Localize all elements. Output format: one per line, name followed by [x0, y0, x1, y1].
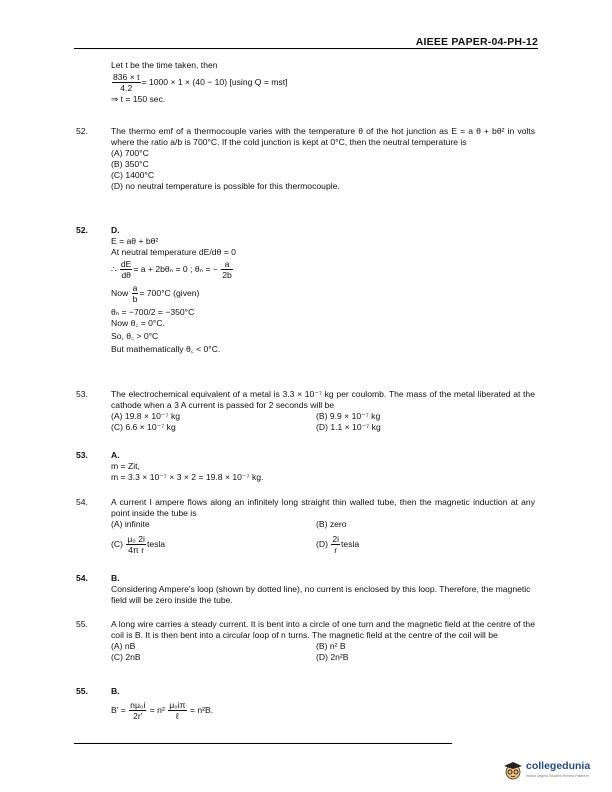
fraction: $\frac{2i}{r}$: [332, 534, 340, 555]
answer-number: 55.: [76, 686, 88, 696]
fraction: $\frac{\text{μ₀iπ}}{\text{ℓ}}$: [169, 700, 186, 721]
question-text: The electrochemical equivalent of a metal is 3.3 × 10⁻⁷ kg per coulomb. The mass of the metal liberated at the cathode when a 3 A current is passed for 2 seconds will be: [111, 389, 535, 410]
answer-key: D.: [111, 225, 120, 235]
answer-55: [111, 686, 213, 721]
answer-line: But mathematically θ꜀ < 0°C.: [111, 344, 221, 354]
answer-key: B.: [111, 686, 120, 696]
answer-54: [111, 573, 535, 606]
answer-number: 52.: [76, 225, 88, 235]
answer-equation: Now $\frac{a}{b}$ = 700°C (given): [111, 283, 200, 304]
solution-continuation: [111, 60, 287, 105]
answer-number: 53.: [76, 450, 88, 460]
answer-line: m = 3.3 × 10⁻⁷ × 3 × 2 = 19.8 × 10⁻⁷ kg.: [111, 472, 264, 482]
answer-number: 54.: [76, 573, 88, 583]
fraction: $\frac{dE}{d\theta}$: [120, 259, 132, 280]
question-text: A current I ampere flows along an infinitely long straight thin walled tube, then the magnetic induction at any point inside the tube is: [111, 497, 535, 518]
answer-line: Now θ꜀ = 0°C.: [111, 318, 165, 328]
header-rule: [74, 48, 538, 49]
fraction: $\frac{\text{μ₀ 2i}}{\text{4π r}}$: [127, 534, 145, 555]
fraction: $\frac{a}{2b}$: [222, 259, 232, 280]
logo-tagline: India's largest Student Review Platform: [526, 774, 589, 778]
option-row: (C) 2nB (D) 2n²B: [111, 652, 349, 662]
option-row: (C) $\frac{\text{μ₀ 2i}}{\text{4π r}}$ tesla (D) $\frac{2i}{r}$ tesla: [111, 534, 360, 555]
question-number: 52.: [76, 126, 88, 136]
answer-line: So, θ꜀ > 0°C: [111, 331, 159, 341]
question-54: [111, 497, 535, 555]
option-row: (A) infinite (B) zero: [111, 519, 347, 529]
answer-line: m = Zit,: [111, 461, 140, 471]
graduate-face-icon: [502, 759, 524, 781]
option-row: (A) nB (B) n² B: [111, 641, 346, 651]
answer-key: B.: [111, 573, 120, 583]
question-52: [111, 126, 535, 192]
fraction: $\frac{\text{nμ₀i}}{2r'}$: [130, 700, 146, 721]
option: (A) 700°C: [111, 148, 149, 158]
answer-52: [111, 225, 236, 355]
option: (C) 1400°C: [111, 170, 155, 180]
answer-53: [111, 450, 263, 483]
question-53: [111, 389, 535, 433]
answer-line: At neutral temperature dE/dθ = 0: [111, 247, 236, 257]
option: (D) no neutral temperature is possible for this thermocouple.: [111, 181, 340, 191]
footer-rule: [74, 743, 452, 744]
answer-text: Considering Ampere's loop (shown by dotted line), no current is enclosed by this loop. Therefore, the magnetic field will be zero inside the tube.: [111, 584, 531, 605]
question-number: 55.: [76, 619, 88, 629]
answer-equation: B' = $\frac{\text{nμ₀i}}{2r'}$ = n² $\frac{\text{μ₀iπ}}{\text{ℓ}}$ = n²B.: [111, 700, 214, 721]
question-text: The thermo emf of a thermocouple varies with the temperature θ of the hot junction as E = a θ + bθ² in volts where the ratio a/b is 700°C. If the cold junction is kept at 0°C, then the neutral temperature is: [111, 126, 535, 147]
solution-line: Let t be the time taken, then: [111, 60, 218, 70]
question-number: 54.: [76, 497, 88, 507]
answer-line: E = aθ + bθ²: [111, 236, 159, 246]
question-55: [111, 619, 535, 663]
solution-equation: $\frac{836 \times t}{4.2}$ = 1000 × 1 × (40 − 10) [using Q = mst]: [113, 72, 288, 93]
fraction: $\frac{836 \times t}{4.2}$: [113, 72, 140, 93]
answer-key: A.: [111, 450, 120, 460]
header-title: AIEEE PAPER-04-PH-12: [415, 36, 538, 48]
answer-equation: ∴ $\frac{dE}{d\theta}$ = a + 2bθₙ = 0 ; θₙ = − $\frac{a}{2b}$: [111, 259, 232, 280]
question-number: 53.: [76, 389, 88, 399]
logo-name: collegedunia: [526, 760, 591, 772]
option: (B) 350°C: [111, 159, 149, 169]
answer-line: θₙ = −700/2 = −350°C: [111, 307, 195, 317]
solution-result: ⇒ t = 150 sec.: [111, 94, 166, 104]
option-row: (A) 19.8 × 10⁻⁷ kg (B) 9.9 × 10⁻⁷ kg: [111, 411, 381, 421]
fraction: $\frac{a}{b}$: [132, 283, 138, 304]
collegedunia-logo: [502, 757, 606, 787]
question-text: A long wire carries a steady current. It is bent into a circle of one turn and the magnetic field at the centre of the coil is B. It is then bent into a circular loop of n turns. The magnetic field at the centre of the coil will be: [111, 619, 535, 640]
option-row: (C) 6.6 × 10⁻⁷ kg (D) 1.1 × 10⁻⁷ kg: [111, 422, 381, 432]
